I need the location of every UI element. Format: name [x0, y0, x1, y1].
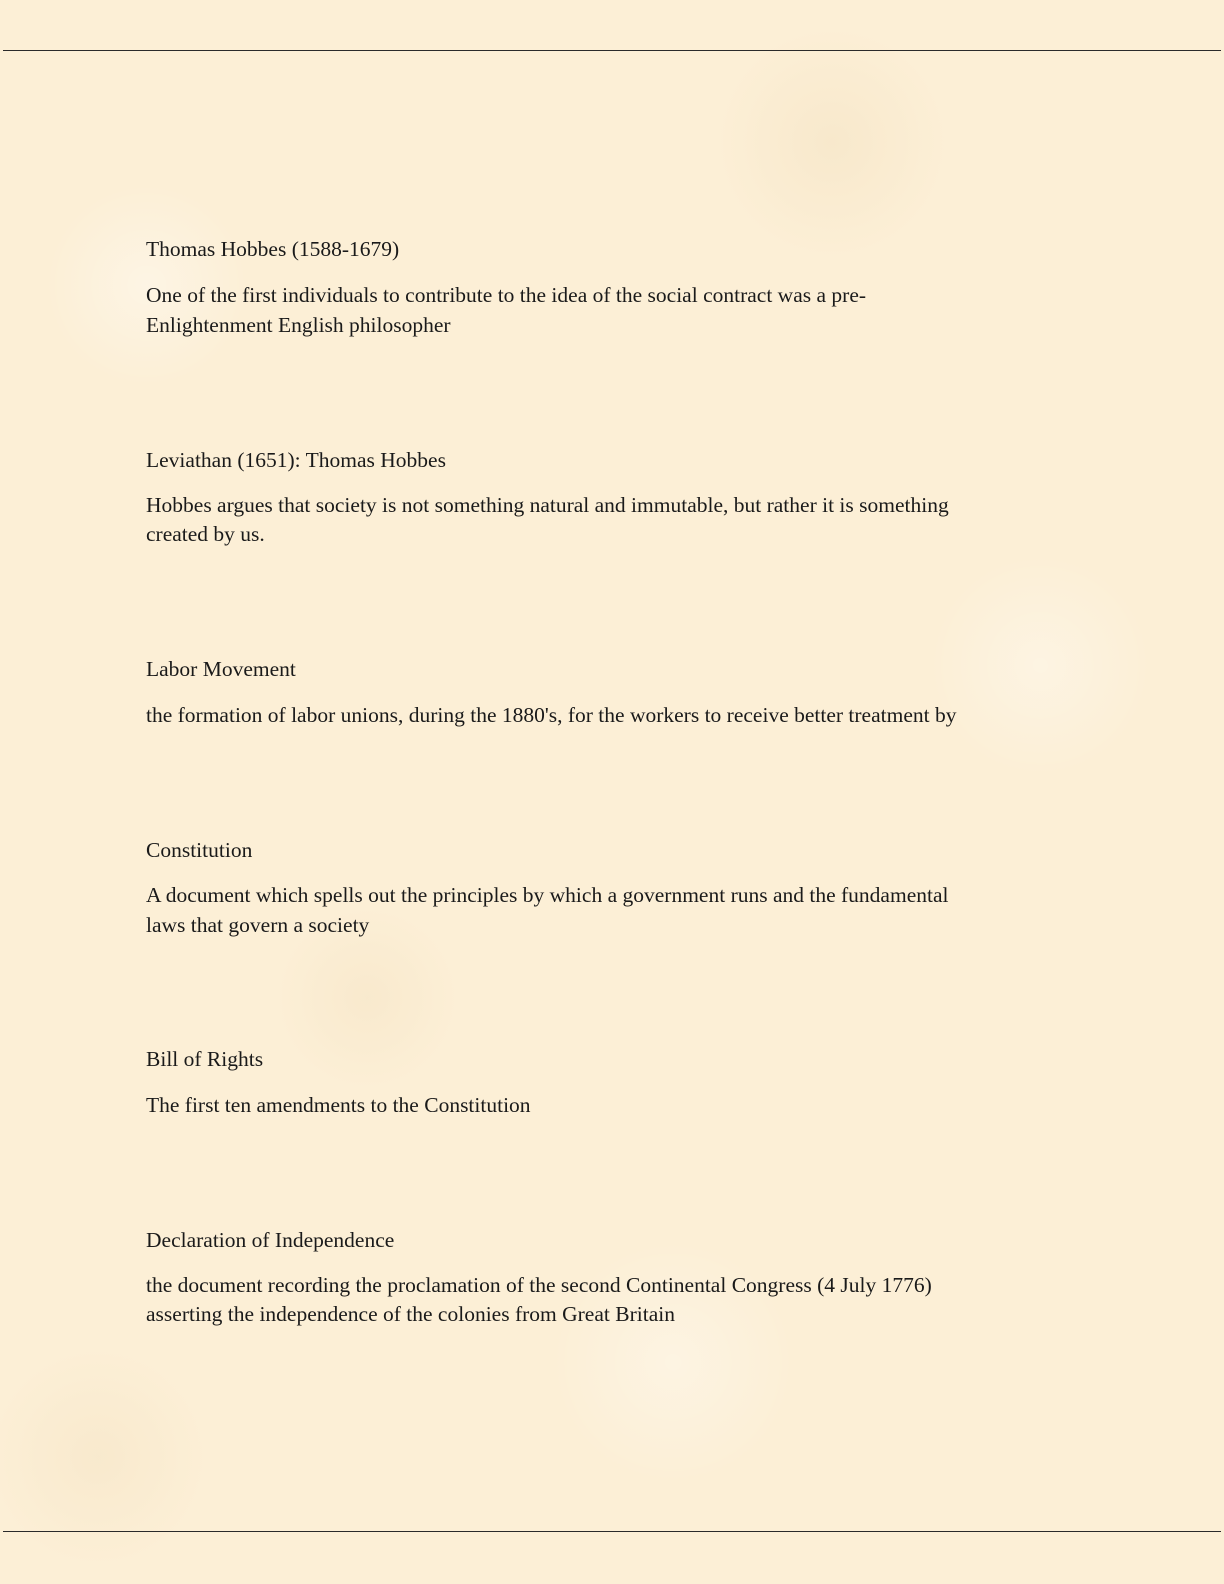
- entry-term: Thomas Hobbes (1588-1679): [146, 237, 400, 261]
- entry-definition-line: A document which spells out the principles by which a government runs and the fundamental: [146, 883, 949, 907]
- entry-definition-line: Hobbes argues that society is not something natural and immutable, but rather it is something: [146, 493, 949, 517]
- entry-term: Leviathan (1651): Thomas Hobbes: [146, 448, 446, 472]
- bottom-divider: [3, 1531, 1221, 1532]
- top-divider: [3, 50, 1221, 51]
- entry-definition-line: laws that govern a society: [146, 913, 370, 937]
- entry-term: Labor Movement: [146, 657, 296, 681]
- entry-definition-line: The first ten amendments to the Constitution: [146, 1093, 531, 1117]
- entry-definition-line: the document recording the proclamation of the second Continental Congress (4 July 1776): [146, 1273, 932, 1297]
- entry-definition-line: asserting the independence of the colonies from Great Britain: [146, 1302, 675, 1326]
- entry-term: Constitution: [146, 838, 253, 862]
- entry-definition-line: created by us.: [146, 522, 265, 546]
- entry-definition-line: the formation of labor unions, during the 1880's, for the workers to receive better treatment by: [146, 703, 957, 727]
- entry-term: Bill of Rights: [146, 1047, 264, 1071]
- entry-term: Declaration of Independence: [146, 1228, 395, 1252]
- entry-definition-line: One of the first individuals to contribute to the idea of the social contract was a pre-: [146, 283, 867, 307]
- entry-definition-line: Enlightenment English philosopher: [146, 313, 451, 337]
